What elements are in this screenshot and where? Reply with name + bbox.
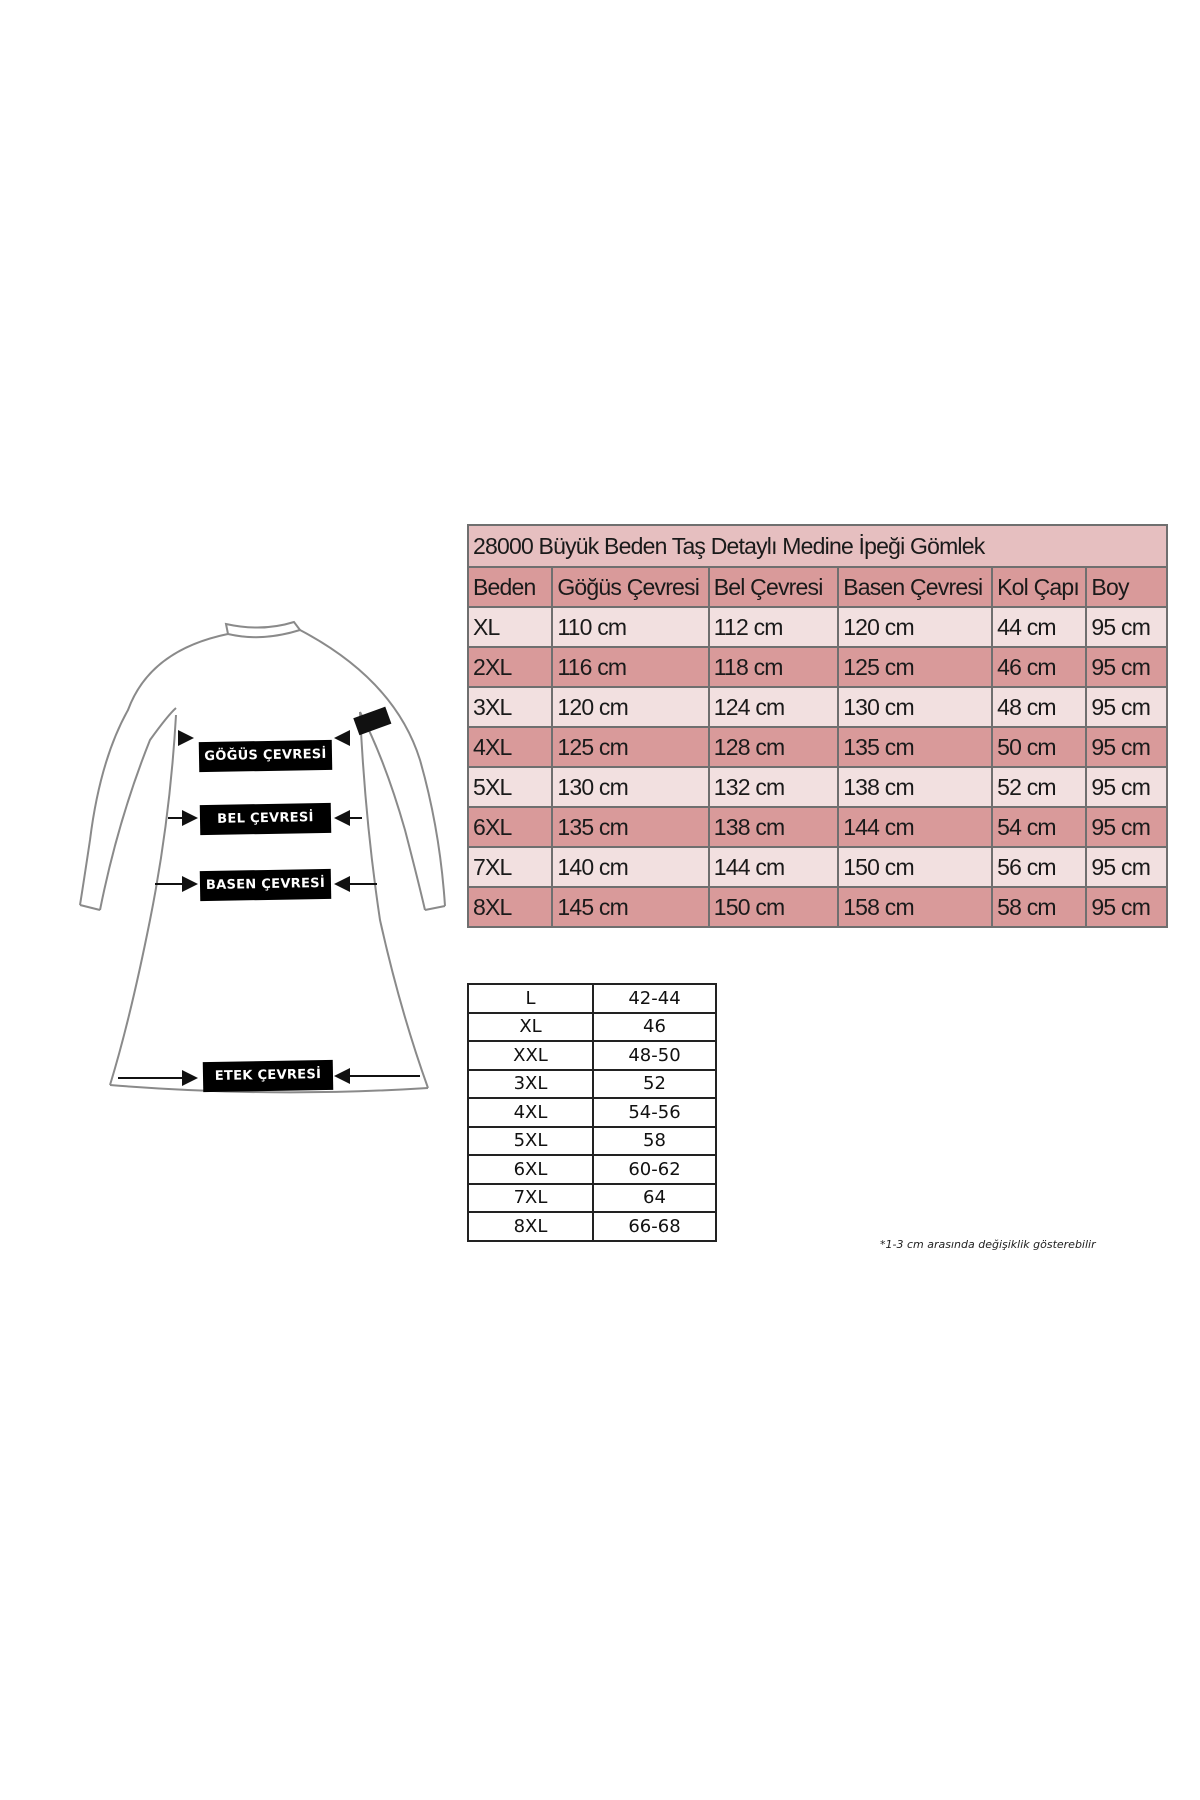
- conversion-row: [468, 1155, 716, 1184]
- size-table-cell: 125 cm: [838, 647, 992, 687]
- conversion-value-cell: 48-50: [593, 1041, 716, 1070]
- size-table-header-row: [468, 567, 1167, 607]
- conversion-size-cell: 3XL: [468, 1070, 593, 1099]
- size-table-header-cell: Göğüs Çevresi: [552, 567, 708, 607]
- size-table-row: [468, 687, 1167, 727]
- size-table-cell: 125 cm: [552, 727, 708, 767]
- size-table-cell: 145 cm: [552, 887, 708, 927]
- label-basen-cevresi: BASEN ÇEVRESİ: [200, 869, 332, 901]
- conversion-size-cell: L: [468, 984, 593, 1013]
- size-table-cell: 130 cm: [838, 687, 992, 727]
- size-table-cell: 118 cm: [709, 647, 838, 687]
- conversion-value-cell: 58: [593, 1127, 716, 1156]
- conversion-row: [468, 1013, 716, 1042]
- size-table-cell: 52 cm: [992, 767, 1086, 807]
- size-table-cell: 6XL: [468, 807, 552, 847]
- size-table-cell: 44 cm: [992, 607, 1086, 647]
- size-table-cell: 2XL: [468, 647, 552, 687]
- conversion-size-cell: 4XL: [468, 1098, 593, 1127]
- conversion-row: [468, 1098, 716, 1127]
- label-gogus-cevresi: GÖĞÜS ÇEVRESİ: [199, 740, 333, 772]
- size-table: [467, 524, 1168, 928]
- size-table-cell: 116 cm: [552, 647, 708, 687]
- conversion-size-cell: XXL: [468, 1041, 593, 1070]
- size-table-cell: XL: [468, 607, 552, 647]
- size-table-cell: 95 cm: [1086, 727, 1167, 767]
- size-table-cell: 8XL: [468, 887, 552, 927]
- size-table-header-cell: Boy: [1086, 567, 1167, 607]
- tolerance-note: *1-3 cm arasında değişiklik gösterebilir: [880, 1238, 1096, 1251]
- size-table-cell: 95 cm: [1086, 807, 1167, 847]
- size-table-row: [468, 647, 1167, 687]
- conversion-value-cell: 54-56: [593, 1098, 716, 1127]
- size-table-cell: 58 cm: [992, 887, 1086, 927]
- brand-label-patch: [353, 707, 391, 736]
- conversion-value-cell: 42-44: [593, 984, 716, 1013]
- garment-outline: [80, 622, 445, 1092]
- label-etek-cevresi: ETEK ÇEVRESİ: [203, 1060, 334, 1092]
- size-table-cell: 138 cm: [838, 767, 992, 807]
- size-table-header-cell: Basen Çevresi: [838, 567, 992, 607]
- conversion-size-cell: 8XL: [468, 1212, 593, 1241]
- conversion-value-cell: 60-62: [593, 1155, 716, 1184]
- size-table-cell: 95 cm: [1086, 847, 1167, 887]
- measurement-arrows: [118, 738, 420, 1078]
- size-table-cell: 150 cm: [709, 887, 838, 927]
- conversion-value-cell: 46: [593, 1013, 716, 1042]
- size-table-row: [468, 767, 1167, 807]
- conversion-row: [468, 1070, 716, 1099]
- size-table-cell: 112 cm: [709, 607, 838, 647]
- size-table-row: [468, 847, 1167, 887]
- garment-diagram: [0, 0, 460, 1180]
- size-table-cell: 130 cm: [552, 767, 708, 807]
- size-table-cell: 5XL: [468, 767, 552, 807]
- conversion-row: [468, 1041, 716, 1070]
- size-table-header-cell: Beden: [468, 567, 552, 607]
- conversion-row: [468, 984, 716, 1013]
- size-table-cell: 56 cm: [992, 847, 1086, 887]
- size-table-row: [468, 607, 1167, 647]
- conversion-row: [468, 1184, 716, 1213]
- conversion-value-cell: 52: [593, 1070, 716, 1099]
- size-table-row: [468, 807, 1167, 847]
- size-table-cell: 95 cm: [1086, 767, 1167, 807]
- label-bel-cevresi: BEL ÇEVRESİ: [200, 803, 332, 835]
- conversion-row: [468, 1212, 716, 1241]
- size-table-cell: 110 cm: [552, 607, 708, 647]
- conversion-size-cell: 5XL: [468, 1127, 593, 1156]
- size-table-cell: 54 cm: [992, 807, 1086, 847]
- size-table-cell: 144 cm: [709, 847, 838, 887]
- size-table-cell: 144 cm: [838, 807, 992, 847]
- size-conversion-table: [467, 983, 717, 1242]
- size-table-cell: 95 cm: [1086, 887, 1167, 927]
- size-table-cell: 3XL: [468, 687, 552, 727]
- conversion-value-cell: 66-68: [593, 1212, 716, 1241]
- size-table-cell: 158 cm: [838, 887, 992, 927]
- size-table-cell: 4XL: [468, 727, 552, 767]
- size-table-cell: 150 cm: [838, 847, 992, 887]
- conversion-size-cell: XL: [468, 1013, 593, 1042]
- size-table-cell: 95 cm: [1086, 647, 1167, 687]
- size-table-header-cell: Kol Çapı: [992, 567, 1086, 607]
- size-table-row: [468, 727, 1167, 767]
- size-table-cell: 138 cm: [709, 807, 838, 847]
- size-table-cell: 135 cm: [838, 727, 992, 767]
- conversion-row: [468, 1127, 716, 1156]
- size-table-cell: 135 cm: [552, 807, 708, 847]
- conversion-size-cell: 6XL: [468, 1155, 593, 1184]
- size-table-cell: 128 cm: [709, 727, 838, 767]
- size-table-cell: 95 cm: [1086, 687, 1167, 727]
- size-table-cell: 46 cm: [992, 647, 1086, 687]
- size-table-row: [468, 887, 1167, 927]
- conversion-size-cell: 7XL: [468, 1184, 593, 1213]
- size-table-cell: 7XL: [468, 847, 552, 887]
- conversion-value-cell: 64: [593, 1184, 716, 1213]
- size-table-cell: 95 cm: [1086, 607, 1167, 647]
- size-table-cell: 124 cm: [709, 687, 838, 727]
- size-table-cell: 48 cm: [992, 687, 1086, 727]
- size-table-cell: 120 cm: [838, 607, 992, 647]
- size-table-header-cell: Bel Çevresi: [709, 567, 838, 607]
- size-table-cell: 132 cm: [709, 767, 838, 807]
- size-table-title: 28000 Büyük Beden Taş Detaylı Medine İpeği Gömlek: [468, 525, 1167, 567]
- size-table-cell: 50 cm: [992, 727, 1086, 767]
- size-table-cell: 120 cm: [552, 687, 708, 727]
- size-table-cell: 140 cm: [552, 847, 708, 887]
